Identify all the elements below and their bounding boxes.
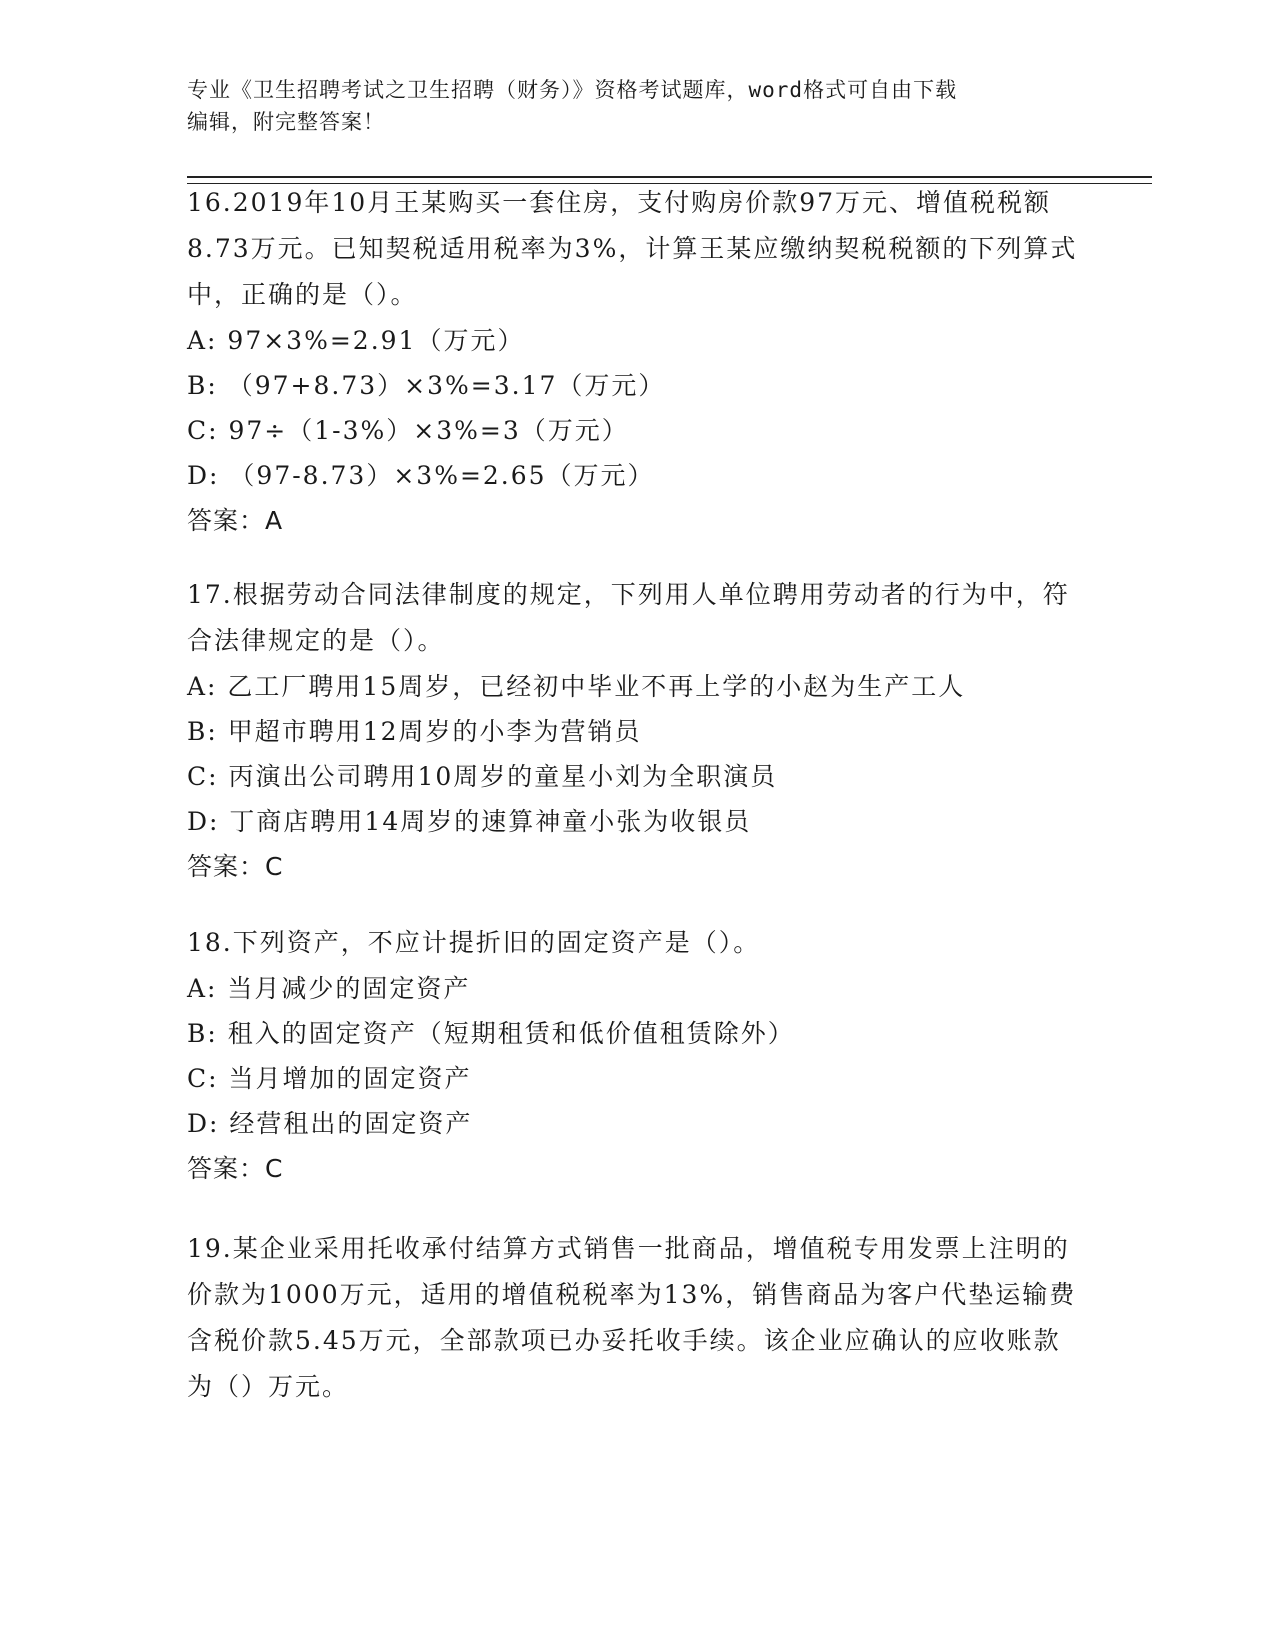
question-19 xyxy=(187,1226,1087,1410)
answer-value: C xyxy=(265,1154,284,1183)
header-line-1: 专业《卫生招聘考试之卫生招聘（财务）》资格考试题库，word格式可自由下载 xyxy=(187,78,958,102)
option-d: D: 丁商店聘用14周岁的速算神童小张为收银员 xyxy=(187,807,752,836)
question-stem: 16.2019年10月王某购买一套住房，支付购房价款97万元、增值税税额8.73万元。已知契税适用税率为3%，计算王某应缴纳契税税额的下列算式中，正确的是（）。 xyxy=(187,188,1078,309)
option-a: A: 当月减少的固定资产 xyxy=(187,974,471,1003)
option-c: C: 丙演出公司聘用10周岁的童星小刘为全职演员 xyxy=(187,762,778,791)
option-c: C: 当月增加的固定资产 xyxy=(187,1064,472,1093)
option-c: C: 97÷（1-3%）×3%=3（万元） xyxy=(187,416,629,445)
question-18 xyxy=(187,920,1087,1192)
question-stem: 19.某企业采用托收承付结算方式销售一批商品，增值税专用发票上注明的价款为1000万元，适用的增值税税率为13%，销售商品为客户代垫运输费含税价款5.45万元，全部款项已办妥托收手续。该企业应确认的应收账款为（）万元。 xyxy=(187,1234,1077,1401)
header-divider-thick xyxy=(187,176,1152,178)
option-a: A: 乙工厂聘用15周岁，已经初中毕业不再上学的小赵为生产工人 xyxy=(187,672,966,701)
answer-line xyxy=(187,844,1087,890)
option-d: D: 经营租出的固定资产 xyxy=(187,1109,473,1138)
question-16 xyxy=(187,180,1087,544)
option-b: B: 甲超市聘用12周岁的小李为营销员 xyxy=(187,717,642,746)
question-stem: 18.下列资产，不应计提折旧的固定资产是（）。 xyxy=(187,928,761,957)
answer-value: A xyxy=(265,506,284,535)
answer-label: 答案： xyxy=(187,1154,266,1183)
question-stem: 17.根据劳动合同法律制度的规定，下列用人单位聘用劳动者的行为中，符合法律规定的是（）。 xyxy=(187,580,1070,655)
answer-line xyxy=(187,498,1087,544)
option-d: D: （97-8.73）×3%=2.65（万元） xyxy=(187,461,655,490)
answer-line xyxy=(187,1146,1087,1192)
answer-label: 答案： xyxy=(187,852,266,881)
answer-value: C xyxy=(265,852,284,881)
header-line-2: 编辑，附完整答案！ xyxy=(187,110,385,134)
question-17 xyxy=(187,572,1087,890)
document-header xyxy=(187,74,1067,138)
option-a: A: 97×3%=2.91（万元） xyxy=(187,326,525,355)
answer-label: 答案： xyxy=(187,506,266,535)
option-b: B: （97+8.73）×3%=3.17（万元） xyxy=(187,371,666,400)
option-b: B: 租入的固定资产（短期租赁和低价值租赁除外） xyxy=(187,1019,795,1048)
